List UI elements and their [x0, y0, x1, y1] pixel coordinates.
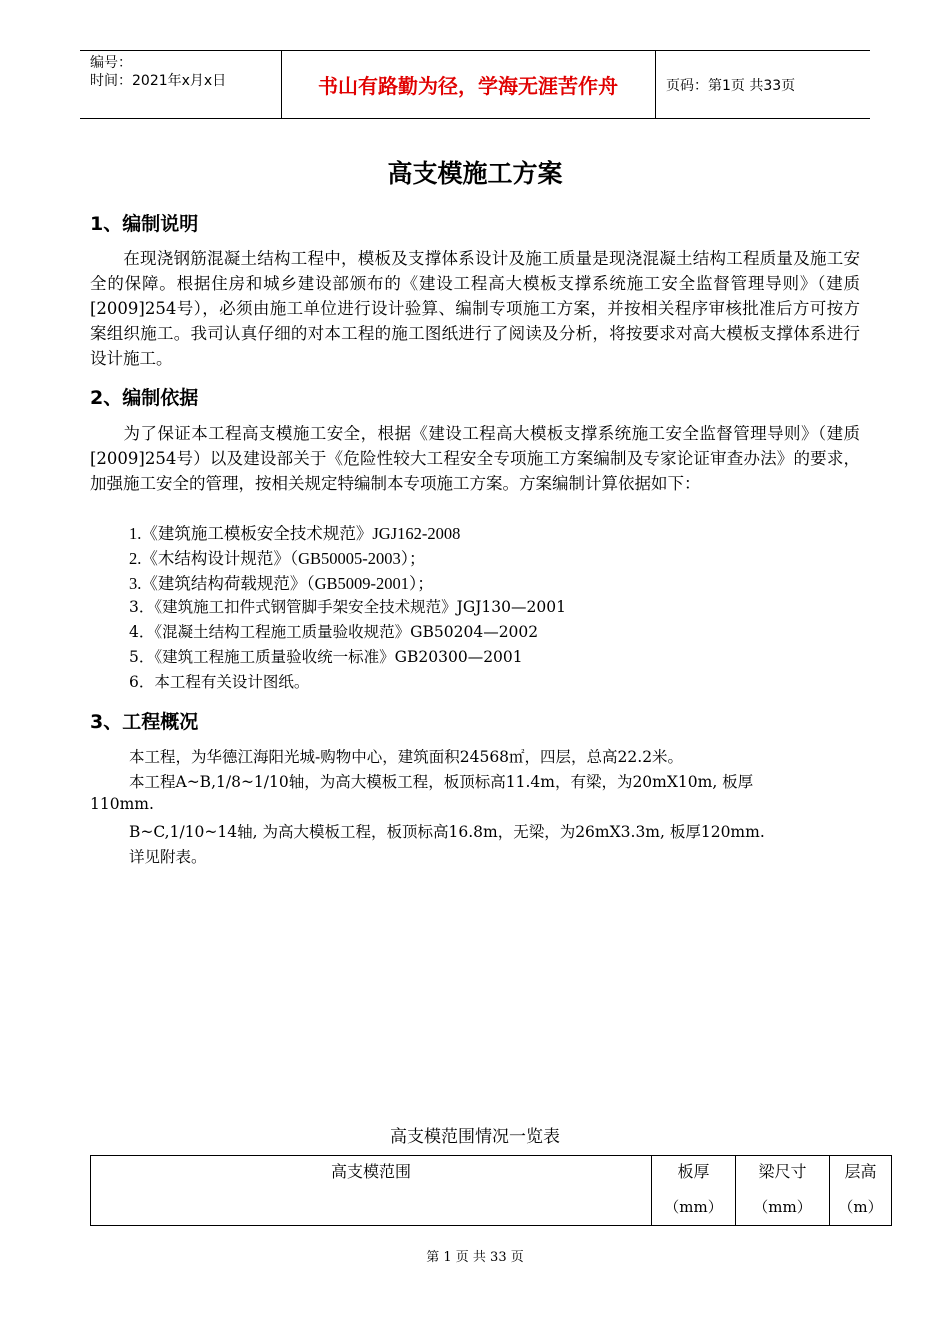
- overview-line: 详见附表。: [129, 848, 207, 866]
- table-caption: 高支模范围情况一览表: [390, 1127, 560, 1147]
- page-footer: 第 1 页 共 33 页: [426, 1250, 524, 1265]
- table-header-cell: [736, 1156, 830, 1225]
- basis-list-item: 4．《混凝土结构工程施工质量验收规范》GB50204—2002: [129, 623, 539, 641]
- basis-list-item: 3.《建筑结构荷载规范》（GB5009-2001）；: [129, 574, 434, 593]
- column-unit: （mm）: [664, 1198, 723, 1216]
- section-heading-2: 2、编制依据: [90, 387, 199, 409]
- column-label: 层高: [844, 1162, 877, 1181]
- header-page-code: 页码：第1页 共33页: [666, 77, 796, 94]
- overview-line: 110mm.: [90, 795, 154, 813]
- table-header-cell: [652, 1156, 736, 1225]
- section-2-paragraph: [90, 421, 860, 496]
- column-label: 高支模范围: [330, 1162, 411, 1181]
- basis-list-item: 5．《建筑工程施工质量验收统一标准》GB20300—2001: [129, 648, 523, 666]
- document-title: 高支模施工方案: [387, 159, 563, 188]
- basis-list-item: 3．《建筑施工扣件式钢管脚手架安全技术规范》JGJ130—2001: [129, 598, 566, 616]
- column-unit: （mm）: [753, 1198, 812, 1216]
- basis-list-item: 6．本工程有关设计图纸。: [129, 673, 310, 691]
- section-1-text: 在现浇钢筋混凝土结构工程中，模板及支撑体系设计及施工质量是现浇混凝土结构工程质量及施工安全的保障。根据住房和城乡建设部颁布的《建设工程高大模板支撑系统施工安全监督管理导则》（建质[2009]254号），必须由施工单位进行设计验算、编制专项施工方案，并按相关程序审核批准后方可按方案组织施工。我司认真仔细的对本工程的施工图纸进行了阅读及分析，将按要求对高大模板支撑体系进行设计施工。: [90, 249, 860, 368]
- header-meta: [80, 51, 281, 118]
- page-header: [80, 50, 870, 119]
- section-heading-1: 1、编制说明: [90, 213, 199, 235]
- table-header-cell: [91, 1156, 652, 1225]
- section-1-paragraph: [90, 246, 860, 371]
- column-unit: （m）: [838, 1198, 883, 1216]
- header-divider: [655, 51, 656, 118]
- basis-list-item: 1.《建筑施工模板安全技术规范》JGJ162-2008: [129, 524, 461, 543]
- overview-line: B~C,1/10~14轴, 为高大模板工程，板顶标高16.8m，无梁，为26mX3.3m, 板厚120mm.: [129, 823, 765, 841]
- document-number-label: 编号：: [90, 55, 132, 71]
- header-motto: 书山有路勤为径，学海无涯苦作舟: [318, 74, 618, 98]
- column-label: 板厚: [677, 1162, 710, 1181]
- section-2-text: 为了保证本工程高支模施工安全，根据《建设工程高大模板支撑系统施工安全监督管理导则》（建质[2009]254号）以及建设部关于《危险性较大工程安全专项施工方案编制及专家论证审查办法》的要求，加强施工安全的管理，按相关规定特编制本专项施工方案。方案编制计算依据如下：: [90, 424, 860, 493]
- table-header-cell: [830, 1156, 891, 1225]
- basis-list-item: 2.《木结构设计规范》（GB50005-2003）；: [129, 549, 426, 568]
- scope-table: [90, 1155, 892, 1226]
- section-heading-3: 3、工程概况: [90, 711, 199, 733]
- overview-line: 本工程A~B,1/8~1/10轴，为高大模板工程，板顶标高11.4m，有梁，为20mX10m, 板厚: [129, 773, 754, 791]
- column-label: 梁尺寸: [758, 1162, 807, 1181]
- overview-line: 本工程，为华德江海阳光城-购物中心，建筑面积24568㎡，四层，总高22.2米。: [129, 748, 684, 766]
- document-time-label: 时间：2021年x月x日: [90, 73, 227, 89]
